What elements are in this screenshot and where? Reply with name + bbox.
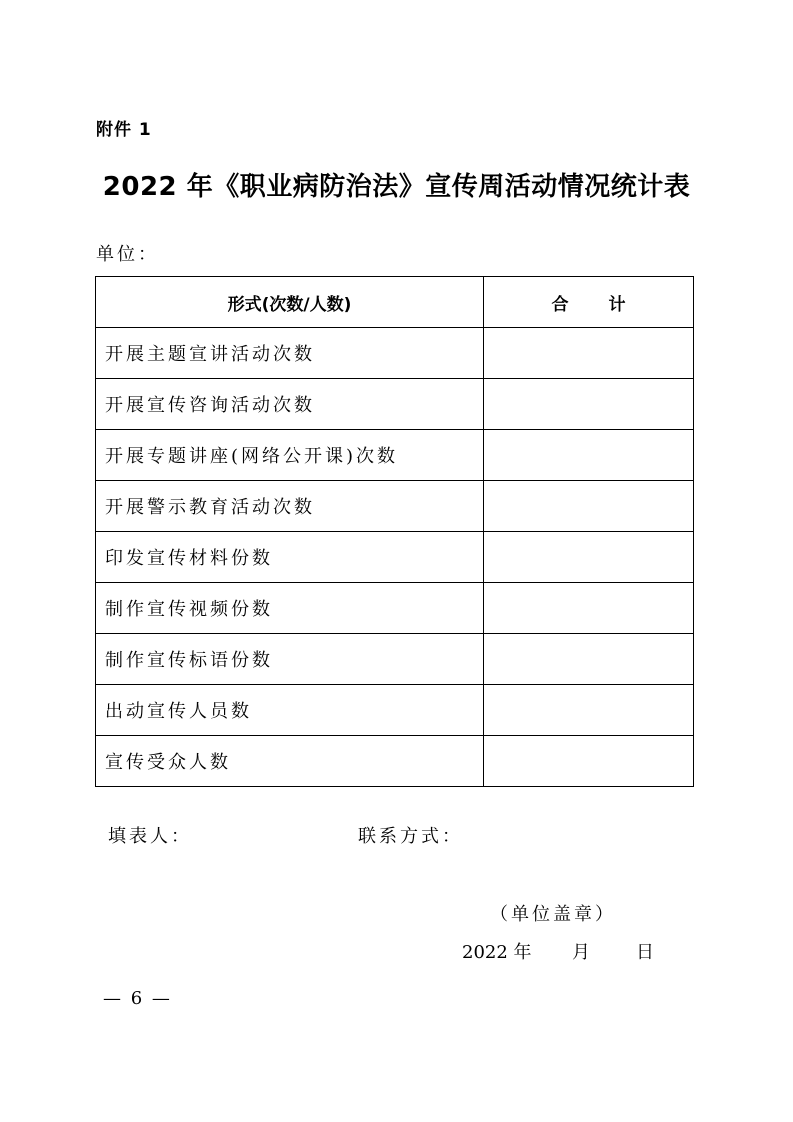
table-row [96,430,694,481]
row-label: 开展警示教育活动次数 [96,481,484,532]
date-year: 2022 年 [462,942,532,963]
page-title: 2022 年《职业病防治法》宣传周活动情况统计表 [102,172,691,202]
row-total-cell[interactable] [484,430,694,481]
row-total-cell[interactable] [484,379,694,430]
row-label: 宣传受众人数 [96,736,484,787]
row-label: 制作宣传标语份数 [96,634,484,685]
row-total-cell[interactable] [484,481,694,532]
row-total-cell[interactable] [484,634,694,685]
table-row [96,328,694,379]
row-total-cell[interactable] [484,736,694,787]
header-form: 形式(次数/人数) [96,277,484,328]
table-row [96,634,694,685]
date-day: 日 [636,942,654,963]
table-row [96,532,694,583]
table-row [96,583,694,634]
row-label: 开展主题宣讲活动次数 [96,328,484,379]
table-row [96,736,694,787]
table-row [96,481,694,532]
table-row [96,379,694,430]
row-total-cell[interactable] [484,328,694,379]
statistics-table [95,276,694,787]
row-label: 出动宣传人员数 [96,685,484,736]
contact-label: 联系方式： [358,826,463,847]
row-total-cell[interactable] [484,583,694,634]
row-label: 印发宣传材料份数 [96,532,484,583]
row-total-cell[interactable] [484,532,694,583]
table-header-row [96,277,694,328]
unit-label: 单位： [96,244,159,265]
row-total-cell[interactable] [484,685,694,736]
table-row [96,685,694,736]
header-total: 合计 [484,277,694,328]
stamp-label: （单位盖章） [490,904,616,925]
row-label: 制作宣传视频份数 [96,583,484,634]
date-month: 月 [572,942,590,963]
page-number: — 6 — [103,988,172,1009]
filler-label: 填表人： [108,826,192,847]
row-label: 开展专题讲座(网络公开课)次数 [96,430,484,481]
attachment-label: 附件 1 [96,120,152,140]
row-label: 开展宣传咨询活动次数 [96,379,484,430]
